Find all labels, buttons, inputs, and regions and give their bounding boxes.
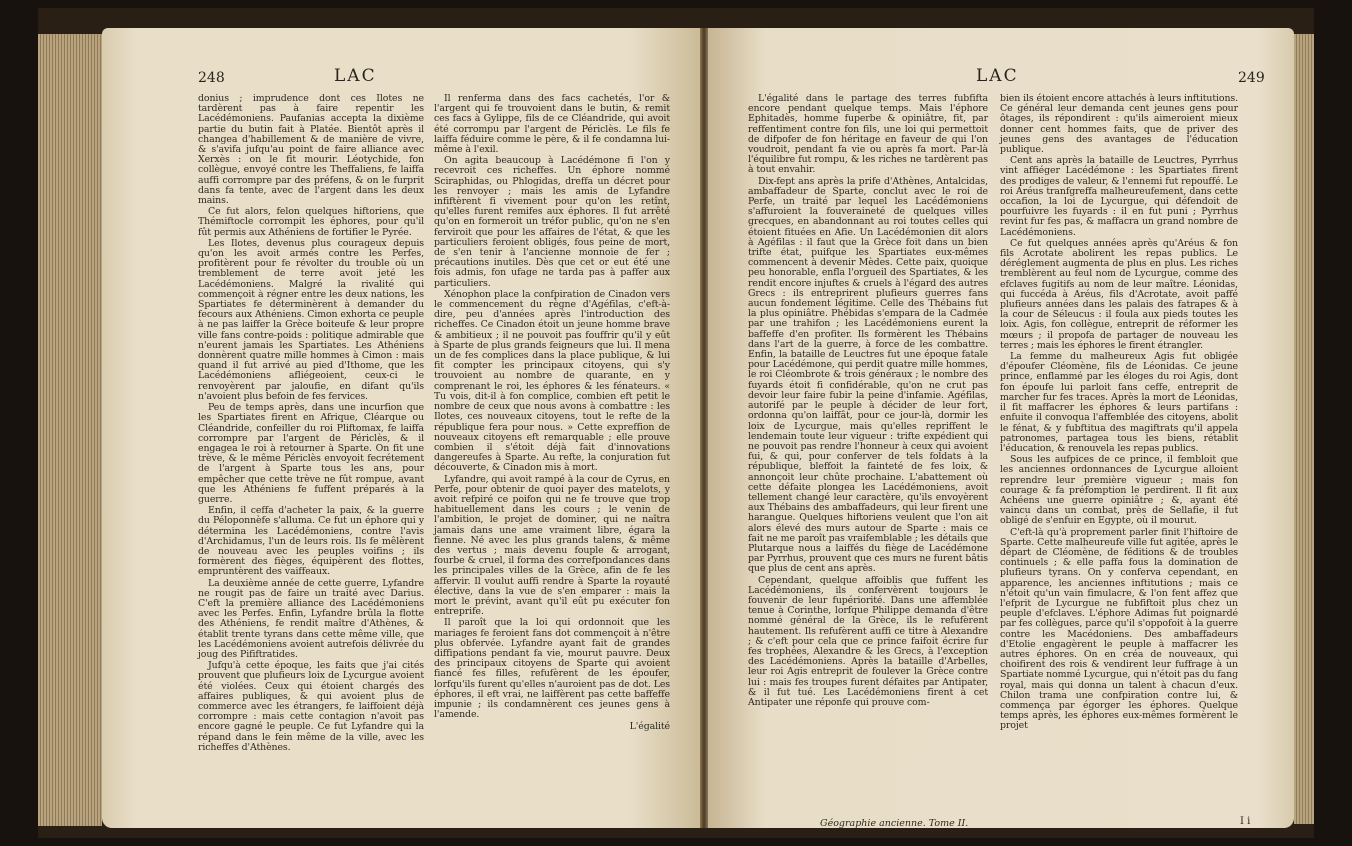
footer-title: Géographie ancienne. Tome II. bbox=[820, 818, 969, 828]
paragraph: Lyfandre, qui avoit rampé à la cour de Cyrus, en Perfe, pour obtenir de quoi payer des matelots, y avoit refpiré ce poifon qui ne fe trouve que trop habituellement dans les cours ; le venin de l'ambition, le projet de dominer, qui ne naîtra jamais dans une ame vraiment libre, égara la fienne. Né avec les plus grands talens, & même des vertus ; mais devenu fouple & arrogant, fourbe & cruel, il forma des correfpondances dans les principales villes de la Grèce, afin de fe les affervir. Il voulut auffi rendre à Sparte la royauté élective, dans la vue de s'en emparer : mais la mort le prévint, avant qu'il eût pu exécuter fon entreprife. bbox=[434, 473, 670, 618]
left-column-1 bbox=[198, 94, 424, 754]
page-number-right: 249 bbox=[1238, 70, 1265, 86]
paragraph: La deuxième année de cette guerre, Lyfandre ne rougit pas de faire un traité avec Darius. C'eft la première alliance des Lacédémoniens avec les Perfes. Enfin, Lyfandre brûla la flotte des Athéniens, fe rendit maître d'Athènes, & établit trente tyrans dans cette même ville, que les Lacédémoniens avoient autrefois délivrée du joug des Pififtratides. bbox=[198, 577, 424, 660]
signature-mark: I i bbox=[1240, 816, 1251, 827]
book-gutter bbox=[700, 28, 708, 828]
paragraph: Ce fut quelques années après qu'Aréus & fon fils Acrotate abolirent les repas publics. Le déréglement augmenta de plus en plus. Les riches tremblèrent au feul nom de Lycurgue, comme des efclaves fugitifs au nom de leur maître. Léonidas, qui fuccéda à Aréus, fils d'Acrotate, avoit paffé plufieurs années dans les palais des fatrapes & à la cour de Séleucus : il foula aux pieds toutes les loix. Agis, fon collègue, entreprit de réformer les mœurs ; il propofa de partager de nouveau les terres ; mais les éphores le firent étrangler. bbox=[1000, 237, 1238, 351]
paragraph: La femme du malheureux Agis fut obligée d'époufer Cléomène, fils de Léonidas. Ce jeune prince, enflammé par les éloges du roi Agis, dont fon époufe lui parloit fans ceffe, entreprit de marcher fur fes traces. Après la mort de Léonidas, il fit maffacrer les éphores & leurs partifans : enfuite il convoqua l'affemblée des citoyens, abolit le fénat, & y fubftitua des magiftrats qu'il appela patronomes, partagea tous les biens, rétablit l'éducation, & renouvela les repas publics. bbox=[1000, 351, 1238, 454]
page-edges-left bbox=[38, 34, 102, 826]
running-head-right: LAC bbox=[976, 66, 1019, 86]
left-column-2 bbox=[434, 94, 670, 733]
paragraph: Les Ilotes, devenus plus courageux depuis qu'on les avoit armés contre les Perfes, profitèrent pour fe révolter du trouble où un tremblement de terre avoit jeté les Lacédémoniens. Malgré la rivalité qui commençoit à régner entre les deux nations, les Spartiates fe déterminèrent à demander du fecours aux Athéniens. Cimon exhorta ce peuple à ne pas laiffer la Grèce boiteufe & leur propre ville fans contre-poids : politique admirable que n'eurent jamais les Spartiates. Les Athéniens donnèrent quatre mille hommes à Cimon : mais quand il fut arrivé au pied d'Ithome, que les Lacédémoniens afliégeoient, ceux-ci le renvoyèrent par jaloufie, en difant qu'ils n'avoient plus befoin de fes fervices. bbox=[198, 237, 424, 402]
catchword: L'égalité bbox=[629, 721, 670, 733]
paragraph: Xénophon place la confpiration de Cinadon vers le commencement du règne d'Agéfilas, c'eft-à-dire, peu d'années après l'introduction des richeffes. Ce Cinadon étoit un jeune homme brave & ambitieux ; il ne pouvoit pas fouffrir qu'il y eût à Sparte de plus grands feigneurs que lui. Il mena un de fes complices dans la place publique, & lui fit compter les principaux citoyens, qui s'y trouvoient au nombre de quarante, en y comprenant le roi, les éphores & les fénateurs. « Tu vois, dit-il à fon complice, combien eft petit le nombre de ceux que nous avons à combattre : les Ilotes, ces nouveaux citoyens, tout le refte de la république fera pour nous. » Cette expreffion de nouveaux citoyens eft remarquable ; elle prouve combien il s'étoit déjà fait d'innovations dangereufes à Sparte. Au refte, la conjuration fut découverte, & Cinadon mis à mort. bbox=[434, 288, 670, 474]
paragraph: L'égalité dans le partage des terres fubfifta encore pendant quelque temps. Mais l'éphore Ephitadès, homme fuperbe & opiniâtre, fit, par reffentiment contre fon fils, une loi qui permettoit de difpofer de fon héritage en faveur de qui l'on voudroit, pendant fa vie ou après fa mort. Par-là l'équilibre fut rompu, & les riches ne tardèrent pas à tout envahir. bbox=[748, 93, 988, 176]
page-number-left: 248 bbox=[198, 70, 225, 86]
paragraph: Enfin, il ceffa d'acheter la paix, & la guerre du Péloponnèfe s'alluma. Ce fut un éphore qui y détermina les Lacédémoniens, contre l'avis d'Archidamus, l'un de leurs rois. Ils fe mêlèrent de nouveau avec les peuples voifins ; ils formèrent des fièges, équipèrent des flottes, empruntèrent des vaiffeaux. bbox=[198, 505, 424, 578]
right-column-1 bbox=[748, 94, 988, 709]
paragraph: Cependant, quelque affoiblis que fuffent les Lacédémoniens, ils confervèrent toujours le fouvenir de leur fupériorité. Dans une affemblée tenue à Corinthe, lorfque Philippe demanda d'être nommé général de la Grèce, ils le refufèrent hautement. Ils refufèrent auffi ce titre à Alexandre ; & c'eft pour cela que ce prince faifoit écrire fur fes trophées, Alexandre & les Grecs, à l'exception des Lacédémoniens. Après la bataille d'Arbelles, leur roi Agis entreprit de foulever la Grèce contre lui : mais fes troupes furent défaites par Antipater, & il fut tué. Les Lacédémoniens firent à cet Antipater une réponfe qui prouve com- bbox=[748, 574, 988, 708]
left-page bbox=[102, 28, 700, 828]
right-page bbox=[708, 28, 1294, 828]
paragraph: On agita beaucoup à Lacédémone fi l'on y recevroit ces richeffes. Un éphore nommé Sciraphidas, ou Phlogidas, dreffa un décret pour les renvoyer ; mais les amis de Lyfandre infiftèrent fi vivement pour qu'on les retînt, qu'elles furent remifes aux éphores. Il fut arrêté qu'on en formeroit un tréfor public, qu'on ne s'en ferviroit que pour les affaires de l'état, & que les particuliers feroient obligés, fous peine de mort, de s'en tenir à l'ancienne monnoie de fer ; précautions inutiles. Dès que cet or eut été une fois admis, fon ufage ne tarda pas à paffer aux particuliers. bbox=[434, 155, 670, 289]
paragraph: Il paroît que la loi qui ordonnoit que les mariages fe feroient fans dot commençoit à n'être plus obfervée. Lyfandre ayant fait de grandes diffipations pendant fa vie, mourut pauvre. Deux des principaux citoyens de Sparte qui avoient fiancé fes filles, refufèrent de les époufer, lorfqu'ils furent qu'elles n'auroient pas de dot. Les éphores, il eft vrai, ne laiffèrent pas cette baffeffe impunie ; ils condamnèrent ces jeunes gens à l'amende. bbox=[434, 617, 670, 721]
open-book bbox=[38, 8, 1314, 838]
page-edges-right bbox=[1294, 34, 1314, 824]
paragraph: Sous les aufpices de ce prince, il fembloit que les anciennes ordonnances de Lycurgue alloient reprendre leur première vigueur ; mais fon courage & fa préfomption le perdirent. Il fit aux Achéens une guerre opiniâtre ; &, ayant été vaincu dans un combat, près de Sellafie, il fut obligé de s'enfuir en Egypte, où il mourut. bbox=[1000, 454, 1238, 527]
paragraph: donius ; imprudence dont ces Ilotes ne tardèrent pas à faire repentir les Lacédémoniens. Paufanias accepta la dixième partie du butin fait à Platée. Bientôt après il changea d'habillement & de manière de vivre, & s'avifa jufqu'au point de faire alliance avec Xerxès : on le fit mourir. Léotychide, fon collègue, envoyé contre les Theffaliens, fe laiffa auffi corrompre par des préfens, & on le furprit dans fa tente, avec de l'argent dans les deux mains. bbox=[198, 93, 424, 207]
paragraph: Ce fut alors, felon quelques hiftoriens, que Thémiftocle corrompit les éphores, pour qu'il fût permis aux Athéniens de fortifier le Pyrée. bbox=[198, 206, 424, 238]
paragraph: Peu de temps après, dans une incurfion que les Spartiates firent en Afrique, Cléarque ou Cléandride, confeiller du roi Pliftomax, fe laiffa corrompre par l'argent de Périclès, & il engagea le roi à retourner à Sparte. On fit une trève, & le même Périclès envoyoit fecrétement de l'argent à Sparte tous les ans, pour empêcher que cette trève ne fût rompue, avant que les Athéniens fe fuffent préparés à la guerre. bbox=[198, 402, 424, 505]
paragraph: Il renferma dans des facs cachetés, l'or & l'argent qui fe trouvoient dans le butin, & remit ces facs à Gylippe, fils de ce Cléandride, qui avoit été corrompu par l'argent de Périclès. Le fils fe laiffa féduire comme le père, & il fe condamna lui-même à l'exil. bbox=[434, 93, 670, 156]
paragraph: C'eft-là qu'à proprement parler finit l'hiftoire de Sparte. Cette malheureufe ville fut agitée, après le départ de Cléomène, de féditions & de troubles continuels ; & elle paffa fous la domination de plufieurs tyrans. On y conferva cependant, en apparence, les anciennes inftitutions ; mais ce n'étoit qu'un vain fimulacre, & l'on fent affez que l'efprit de Lycurgue ne fubfiftoit plus chez un peuple d'efclaves. L'éphore Adimas fut poignardé par fes collègues, parce qu'il s'oppofoit à la guerre contre les Macédoniens. Des ambaffadeurs d'Etolie engagèrent le peuple à maffacrer les autres éphores. On en créa de nouveaux, qui choifirent des rois & vendirent leur fuffrage à un Spartiate nommé Lycurgue, qui n'étoit pas du fang royal, mais qui donna un talent à chacun d'eux. Chilon trama une confpiration contre lui, & commença par égorger les éphores. Quelque temps après, les éphores eux-mêmes formèrent le projet bbox=[1000, 526, 1238, 732]
right-column-2 bbox=[1000, 94, 1238, 733]
running-head-left: LAC bbox=[334, 66, 377, 86]
paragraph: bien ils étoient encore attachés à leurs inftitutions. Ce général leur demanda cent jeunes gens pour ôtages, ils répondirent : qu'ils aimeroient mieux donner cent hommes faits, que de priver des jeunes gens des avantages de l'éducation publique. bbox=[1000, 93, 1238, 156]
paragraph: Cent ans après la bataille de Leuctres, Pyrrhus vint affiéger Lacédémone : les Spartiates firent des prodiges de valeur, & l'ennemi fut repouffé. Le roi Aréus tranfgreffa malheureufement, dans cette occafion, la loi de Lycurgue, qui défendoit de pourfuivre les fuyards : il en fut puni ; Pyrrhus revint fur fes pas, & maffacra un grand nombre de Lacédémoniens. bbox=[1000, 155, 1238, 238]
paragraph: Dix-fept ans après la prife d'Athènes, Antalcidas, ambaffadeur de Sparte, conclut avec le roi de Perfe, un traité par lequel les Lacédémoniens s'affuroient la fouveraineté de quelques villes grecques, en abandonnant au roi toutes celles qui étoient fituées en Afie. Un Lacédémonien dit alors à Agéfilas : il faut que la Grèce foit dans un bien trifte état, puifque les Spartiates eux-mêmes commencent à devenir Mèdes. Cette paix, quoique peu honorable, enfla l'orgueil des Spartiates, & les rendit encore injuftes & cruels à l'égard des autres Grecs : ils entreprirent plufieurs guerres fans aucun fondement légitime. Celle des Thébains fut la plus opiniâtre. Phébidas s'empara de la Cadmée par une trahifon ; les Lacédémoniens eurent la baffeffe d'en profiter. Ils formèrent les Thébains dans l'art de la guerre, à force de les combattre. Enfin, la bataille de Leuctres fut une époque fatale pour Lacédémone, qui perdit quatre mille hommes, le roi Cléombrote & trois généraux ; le nombre des fuyards étoit fi confidérable, qu'on ne crut pas devoir leur faire fubir la peine d'infamie. Agéfilas, autorifé par le peuple à décider de leur fort, ordonna qu'on laiffât, pour ce jour-là, dormir les loix de Lycurgue, mais qu'elles repriffent le lendemain toute leur vigueur : trifte expédient qui ne pouvoit pas rendre l'honneur à ceux qui avoient fui, & qui, pour conferver de tels foldats à la république, bleffoit la fainteté de fes loix, & annonçoit leur chûte prochaine. L'abattement où cette défaite plongea les Lacédémoniens, avoit tellement changé leur caractère, qu'ils envoyèrent aux Thébains des ambaffadeurs, qui leur firent une harangue. Quelques hiftoriens veulent que l'on ait alors élevé des murs autour de Sparte : mais ce fait ne me paroît pas vraifemblable ; les détails que Plutarque nous a laiffés du fiège de Lacédémone par Pyrrhus, prouvent que ces murs ne furent bâtis que plus de cent ans après. bbox=[748, 175, 989, 575]
paragraph: Jufqu'à cette époque, les faits que j'ai cités prouvent que plufieurs loix de Lycurgue avoient été violées. Ceux qui étoient chargés des affaires publiques, & qui avoient plus de commerce avec les étrangers, fe laiffoient déjà corrompre : mais cette contagion n'avoit pas encore gagné le peuple. Ce fut Lyfandre qui la répand dans le fein même de la ville, avec les richeffes d'Athènes. bbox=[198, 660, 424, 753]
